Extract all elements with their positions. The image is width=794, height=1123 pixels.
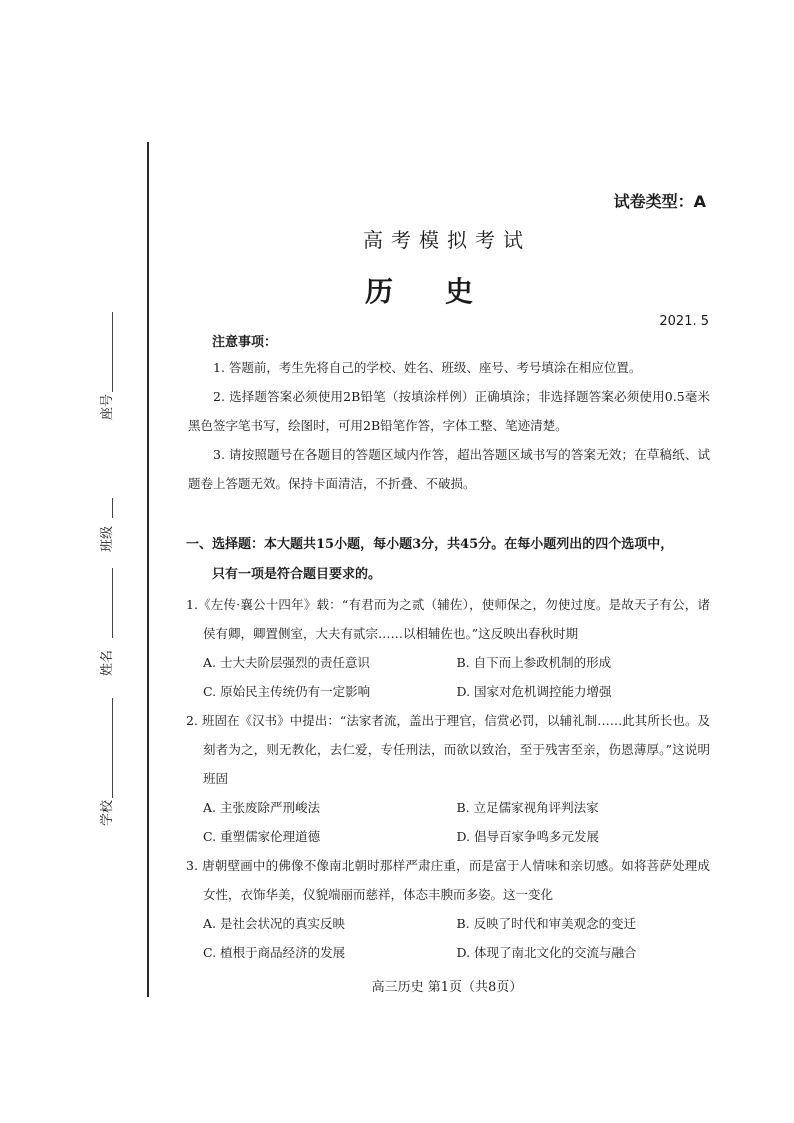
paper-type: 试卷类型：A: [613, 192, 706, 211]
question-stem: 3. 唐朝壁画中的佛像不像南北朝时那样严肃庄重，而是富于人情味和亲切感。如将菩萨处理成女性，衣饰华美，仪貌端丽而慈祥，体态丰腴而多姿。这一变化: [186, 858, 710, 902]
option-c[interactable]: C. 原始民主传统仍有一定影响: [203, 684, 371, 699]
school-field[interactable]: [95, 780, 121, 860]
question-stem: 1.《左传·襄公十四年》载：“有君而为之贰（辅佐），使师保之，勿使过度。是故天子有公，诸侯有卿，卿置侧室，大夫有贰宗……以相辅佐也。”这反映出春秋时期: [186, 597, 710, 641]
subject-title: 历史: [364, 275, 525, 308]
seat-number-label: 座号: [100, 393, 115, 420]
option-d[interactable]: D. 体现了南北文化的交流与融合: [456, 945, 637, 960]
exam-name: 高考模拟考试: [363, 228, 531, 252]
option-b[interactable]: B. 反映了时代和审美观念的变迁: [456, 916, 637, 931]
option-d[interactable]: D. 国家对危机调控能力增强: [456, 684, 612, 699]
seat-number-underline: [112, 312, 113, 392]
notes-title: 注意事项：: [212, 335, 278, 350]
school-label: 学校: [100, 799, 115, 826]
option-a[interactable]: A. 士大夫阶层强烈的责任意识: [203, 655, 370, 670]
question-options: [186, 648, 710, 706]
note-item: 3. 请按照题号在各题目的答题区域内作答，超出答题区域书写的答案无效；在草稿纸、试题卷上答题无效。保持卡面清洁，不折叠、不破损。: [188, 447, 710, 491]
option-a[interactable]: A. 主张废除严刑峻法: [203, 800, 320, 815]
section-heading-line2: 只有一项是符合题目要求的。: [212, 567, 382, 582]
exam-date: 2021. 5: [659, 314, 709, 329]
note-item: 2. 选择题答案必须使用2B铅笔（按填涂样例）正确填涂；非选择题答案必须使用0.5毫米黑色签字笔书写，绘图时，可用2B铅笔作答，字体工整、笔迹清楚。: [188, 389, 710, 433]
class-label: 班级: [100, 525, 115, 552]
option-b[interactable]: B. 立足儒家视角评判法家: [456, 800, 599, 815]
question-options: [186, 793, 710, 851]
option-a[interactable]: A. 是社会状况的真实反映: [203, 916, 345, 931]
section-heading-line1: 一、选择题：本大题共15小题，每小题3分，共45分。在每小题列出的四个选项中，: [186, 537, 674, 552]
option-c[interactable]: C. 植根于商品经济的发展: [203, 945, 346, 960]
question-1: [186, 590, 710, 706]
class-underline: [112, 498, 113, 518]
note-item: 1. 答题前，考生先将自己的学校、姓名、班级、座号、考号填涂在相应位置。: [213, 360, 642, 375]
question-2: [186, 706, 710, 851]
page-footer: 高三历史 第1页（共8页）: [371, 980, 523, 995]
question-options: [186, 909, 710, 967]
question-stem: 2. 班固在《汉书》中提出：“法家者流，盖出于理官，信赏必罚，以辅礼制……此其所长也。及刻者为之，则无教化，去仁爱，专任刑法，而欲以致治，至于残害至亲，伤恩薄厚。”这说明班固: [186, 713, 710, 786]
question-list: [186, 590, 710, 967]
name-field[interactable]: [95, 616, 121, 746]
section-heading: [186, 530, 710, 590]
notes-list: [188, 353, 710, 498]
question-3: [186, 851, 710, 967]
seat-number-field[interactable]: [95, 312, 121, 442]
option-d[interactable]: D. 倡导百家争鸣多元发展: [456, 829, 600, 844]
option-c[interactable]: C. 重塑儒家伦理道德: [203, 829, 321, 844]
name-label: 姓名: [100, 649, 115, 676]
option-b[interactable]: B. 自下而上参政机制的形成: [456, 655, 612, 670]
